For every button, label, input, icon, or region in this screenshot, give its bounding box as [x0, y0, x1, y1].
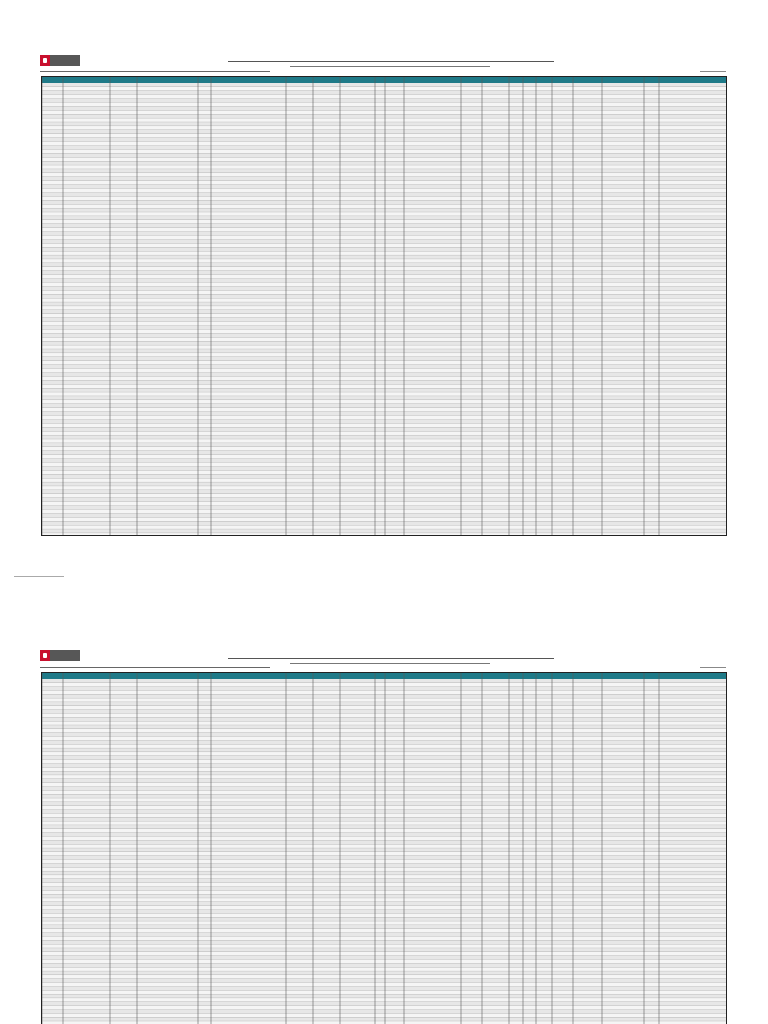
table-row	[42, 134, 727, 138]
table-row	[42, 212, 727, 216]
table-row	[42, 979, 727, 983]
table-row	[42, 710, 727, 714]
table-row	[42, 533, 727, 536]
table-row	[42, 177, 727, 181]
table-row	[42, 752, 727, 756]
table-row	[42, 416, 727, 420]
table-row	[42, 756, 727, 760]
institution-logo	[40, 650, 80, 661]
table-row	[42, 840, 727, 844]
table-row	[42, 790, 727, 794]
table-row	[42, 525, 727, 529]
table-row	[42, 173, 727, 177]
table-row	[42, 944, 727, 948]
table-row	[42, 806, 727, 810]
table-row	[42, 829, 727, 833]
table-row	[42, 898, 727, 902]
table-row	[42, 169, 727, 173]
table-row	[42, 118, 727, 122]
table-row	[42, 424, 727, 428]
table-row	[42, 420, 727, 424]
report-title	[228, 61, 554, 65]
table-row	[42, 683, 727, 687]
table-row	[42, 330, 727, 334]
table-row	[42, 933, 727, 937]
table-row	[42, 917, 727, 921]
table-row	[42, 833, 727, 837]
table-row	[42, 181, 727, 185]
table-row	[42, 779, 727, 783]
table-row	[42, 259, 727, 263]
table-row	[42, 122, 727, 126]
table-row	[42, 502, 727, 506]
table-row	[42, 910, 727, 914]
table-row	[42, 810, 727, 814]
table-row	[42, 287, 727, 291]
table-row	[42, 729, 727, 733]
table-row	[42, 302, 727, 306]
table-row	[42, 498, 727, 502]
table-row	[42, 733, 727, 737]
table-row	[42, 236, 727, 240]
table-row	[42, 879, 727, 883]
table-row	[42, 232, 727, 236]
data-table	[41, 76, 727, 536]
table-row	[42, 318, 727, 322]
logo-wordmark	[50, 650, 80, 661]
table-row	[42, 345, 727, 349]
table-row	[42, 990, 727, 994]
table-row	[42, 392, 727, 396]
logo-wordmark	[50, 55, 80, 66]
table-row	[42, 1013, 727, 1017]
table-row	[42, 748, 727, 752]
table-row	[42, 161, 727, 165]
table-row	[42, 353, 727, 357]
table-row	[42, 1010, 727, 1014]
table-row	[42, 817, 727, 821]
table-row	[42, 459, 727, 463]
table-row	[42, 470, 727, 474]
table-row	[42, 771, 727, 775]
table-row	[42, 802, 727, 806]
table-row	[42, 798, 727, 802]
table-row	[42, 871, 727, 875]
table-row	[42, 341, 727, 345]
table-row	[42, 185, 727, 189]
report-subtitle	[290, 663, 490, 667]
table-row	[42, 142, 727, 146]
table-row	[42, 486, 727, 490]
table-row	[42, 741, 727, 745]
table-row	[42, 494, 727, 498]
table-row	[42, 298, 727, 302]
table-row	[42, 157, 727, 161]
table-row	[42, 204, 727, 208]
table-row	[42, 852, 727, 856]
table-row	[42, 373, 727, 377]
table-row	[42, 388, 727, 392]
table-row	[42, 764, 727, 768]
coat-of-arms-icon	[40, 55, 50, 66]
table-row	[42, 514, 727, 518]
table-row	[42, 126, 727, 130]
table-row	[42, 275, 727, 279]
table-row	[42, 103, 727, 107]
table-row	[42, 365, 727, 369]
table-row	[42, 821, 727, 825]
page-footer	[14, 576, 64, 580]
table-row	[42, 197, 727, 201]
table-row	[42, 283, 727, 287]
table-row	[42, 130, 727, 134]
table-row	[42, 106, 727, 110]
table-header-row	[42, 673, 727, 679]
table-row	[42, 1006, 727, 1010]
report-note	[40, 71, 270, 75]
table-row	[42, 326, 727, 330]
table-row	[42, 247, 727, 251]
table-row	[42, 860, 727, 864]
table-row	[42, 721, 727, 725]
table-row	[42, 975, 727, 979]
table-row	[42, 983, 727, 987]
table-row	[42, 439, 727, 443]
table-row	[42, 960, 727, 964]
table-row	[42, 856, 727, 860]
table-row	[42, 380, 727, 384]
table-row	[42, 775, 727, 779]
table-row	[42, 384, 727, 388]
table-row	[42, 714, 727, 718]
table-row	[42, 165, 727, 169]
table-row	[42, 193, 727, 197]
table-row	[42, 361, 727, 365]
table-row	[42, 240, 727, 244]
table-row	[42, 837, 727, 841]
page-number	[700, 667, 726, 671]
table-row	[42, 725, 727, 729]
table-row	[42, 894, 727, 898]
table-row	[42, 431, 727, 435]
data-table-grid	[42, 673, 727, 1024]
table-row	[42, 150, 727, 154]
table-row	[42, 767, 727, 771]
table-row	[42, 463, 727, 467]
table-row	[42, 952, 727, 956]
table-row	[42, 208, 727, 212]
table-row	[42, 902, 727, 906]
table-row	[42, 404, 727, 408]
table-row	[42, 844, 727, 848]
table-row	[42, 890, 727, 894]
table-row	[42, 294, 727, 298]
table-row	[42, 963, 727, 967]
table-row	[42, 814, 727, 818]
table-row	[42, 243, 727, 247]
table-row	[42, 482, 727, 486]
table-row	[42, 314, 727, 318]
table-row	[42, 99, 727, 103]
table-row	[42, 506, 727, 510]
table-row	[42, 322, 727, 326]
table-row	[42, 1002, 727, 1006]
table-row	[42, 251, 727, 255]
page-number	[700, 71, 726, 75]
table-row	[42, 216, 727, 220]
table-row	[42, 474, 727, 478]
table-row	[42, 1017, 727, 1021]
table-row	[42, 948, 727, 952]
table-row	[42, 998, 727, 1002]
table-row	[42, 956, 727, 960]
table-row	[42, 200, 727, 204]
table-row	[42, 706, 727, 710]
report-note	[40, 667, 270, 671]
table-row	[42, 310, 727, 314]
table-row	[42, 987, 727, 991]
table-row	[42, 443, 727, 447]
table-row	[42, 937, 727, 941]
table-row	[42, 377, 727, 381]
table-row	[42, 848, 727, 852]
table-row	[42, 349, 727, 353]
data-table	[41, 672, 727, 1024]
table-row	[42, 887, 727, 891]
table-row	[42, 337, 727, 341]
table-row	[42, 306, 727, 310]
institution-logo	[40, 55, 80, 66]
table-header-row	[42, 77, 727, 83]
table-row	[42, 87, 727, 91]
table-row	[42, 702, 727, 706]
table-row	[42, 263, 727, 267]
table-row	[42, 95, 727, 99]
table-row	[42, 794, 727, 798]
table-row	[42, 691, 727, 695]
table-row	[42, 83, 727, 87]
table-row	[42, 224, 727, 228]
table-row	[42, 864, 727, 868]
table-row	[42, 883, 727, 887]
table-row	[42, 929, 727, 933]
table-row	[42, 427, 727, 431]
table-row	[42, 400, 727, 404]
table-row	[42, 940, 727, 944]
table-row	[42, 825, 727, 829]
report-subtitle	[290, 66, 490, 70]
table-row	[42, 783, 727, 787]
table-row	[42, 333, 727, 337]
table-row	[42, 357, 727, 361]
table-row	[42, 517, 727, 521]
table-row	[42, 146, 727, 150]
table-row	[42, 110, 727, 114]
table-row	[42, 114, 727, 118]
table-row	[42, 994, 727, 998]
table-row	[42, 189, 727, 193]
table-row	[42, 435, 727, 439]
table-row	[42, 967, 727, 971]
table-row	[42, 228, 727, 232]
table-row	[42, 412, 727, 416]
table-row	[42, 271, 727, 275]
data-table-grid	[42, 77, 727, 536]
table-row	[42, 255, 727, 259]
table-row	[42, 906, 727, 910]
table-row	[42, 290, 727, 294]
table-row	[42, 717, 727, 721]
table-row	[42, 396, 727, 400]
table-row	[42, 925, 727, 929]
table-row	[42, 369, 727, 373]
table-row	[42, 737, 727, 741]
table-row	[42, 153, 727, 157]
table-row	[42, 490, 727, 494]
report-title	[228, 658, 554, 662]
table-row	[42, 510, 727, 514]
table-row	[42, 521, 727, 525]
table-row	[42, 760, 727, 764]
table-row	[42, 694, 727, 698]
table-row	[42, 478, 727, 482]
table-row	[42, 267, 727, 271]
table-row	[42, 921, 727, 925]
table-row	[42, 687, 727, 691]
table-row	[42, 91, 727, 95]
table-row	[42, 914, 727, 918]
table-row	[42, 529, 727, 533]
table-row	[42, 455, 727, 459]
table-row	[42, 220, 727, 224]
document-page-2	[0, 590, 768, 1024]
table-row	[42, 971, 727, 975]
table-row	[42, 467, 727, 471]
table-row	[42, 451, 727, 455]
table-row	[42, 679, 727, 683]
table-row	[42, 408, 727, 412]
table-row	[42, 867, 727, 871]
table-row	[42, 698, 727, 702]
table-row	[42, 138, 727, 142]
table-row	[42, 787, 727, 791]
coat-of-arms-icon	[40, 650, 50, 661]
table-row	[42, 279, 727, 283]
table-row	[42, 875, 727, 879]
table-row	[42, 744, 727, 748]
table-row	[42, 447, 727, 451]
